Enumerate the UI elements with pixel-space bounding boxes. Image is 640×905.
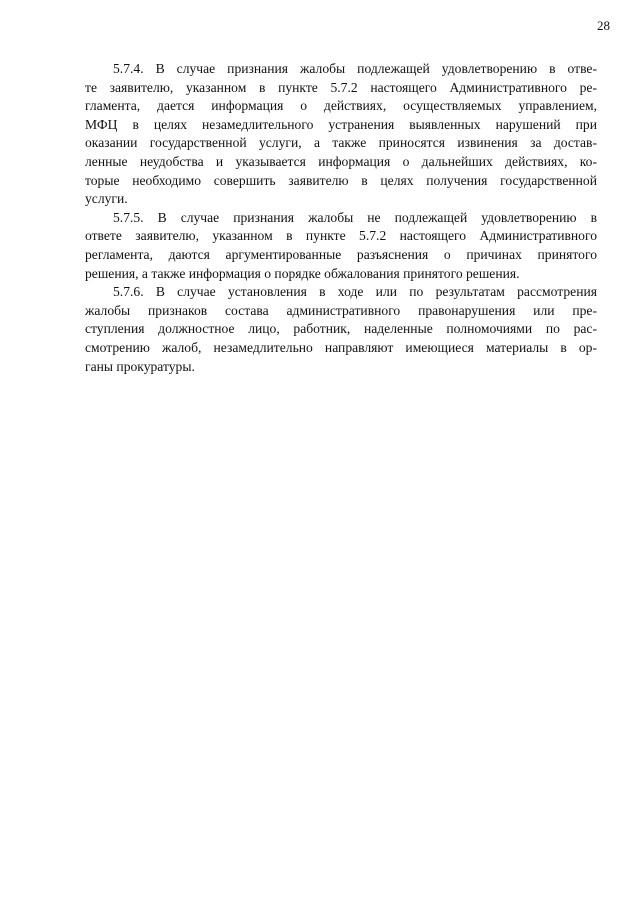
- text-line: жалобы признаков состава административного правонарушения или пре-: [85, 302, 597, 318]
- text-line: решения, а также информация о порядке обжалования принятого решения.: [85, 265, 520, 281]
- text-line: МФЦ в целях незамедлительного устранения выявленных нарушений при: [85, 116, 597, 132]
- text-line: ответе заявителю, указанном в пункте 5.7.2 настоящего Административного: [85, 228, 597, 244]
- text-line: услуги.: [85, 191, 128, 207]
- text-line: ганы прокуратуры.: [85, 358, 195, 374]
- text-line: гламента, дается информация о действиях, осуществляемых управлением,: [85, 98, 597, 114]
- text-line: ленные неудобства и указывается информация о дальнейших действиях, ко-: [85, 153, 597, 169]
- text-line: те заявителю, указанном в пункте 5.7.2 настоящего Административного ре-: [85, 79, 597, 95]
- text-line: оказании государственной услуги, а также приносятся извинения за достав-: [85, 135, 597, 151]
- text-line: ступления должностное лицо, работник, наделенные полномочиями по рас-: [85, 321, 597, 337]
- text-line: 5.7.4. В случае признания жалобы подлежащей удовлетворению в отве-: [113, 61, 597, 76]
- text-line: торые необходимо совершить заявителю в целях получения государственной: [85, 172, 597, 188]
- text-line: регламента, даются аргументированные разъяснения о причинах принятого: [85, 246, 597, 262]
- text-line: 5.7.5. В случае признания жалобы не подлежащей удовлетворению в: [113, 209, 597, 225]
- paragraph-5-7-5: [85, 209, 597, 283]
- page-number: 28: [597, 18, 610, 33]
- document-body: [85, 60, 597, 376]
- text-line: смотрению жалоб, незамедлительно направляют имеющиеся материалы в ор-: [85, 339, 597, 355]
- text-line: 5.7.6. В случае установления в ходе или по результатам рассмотрения: [113, 284, 597, 300]
- paragraph-5-7-6: [85, 283, 597, 376]
- paragraph-5-7-4: [85, 60, 597, 209]
